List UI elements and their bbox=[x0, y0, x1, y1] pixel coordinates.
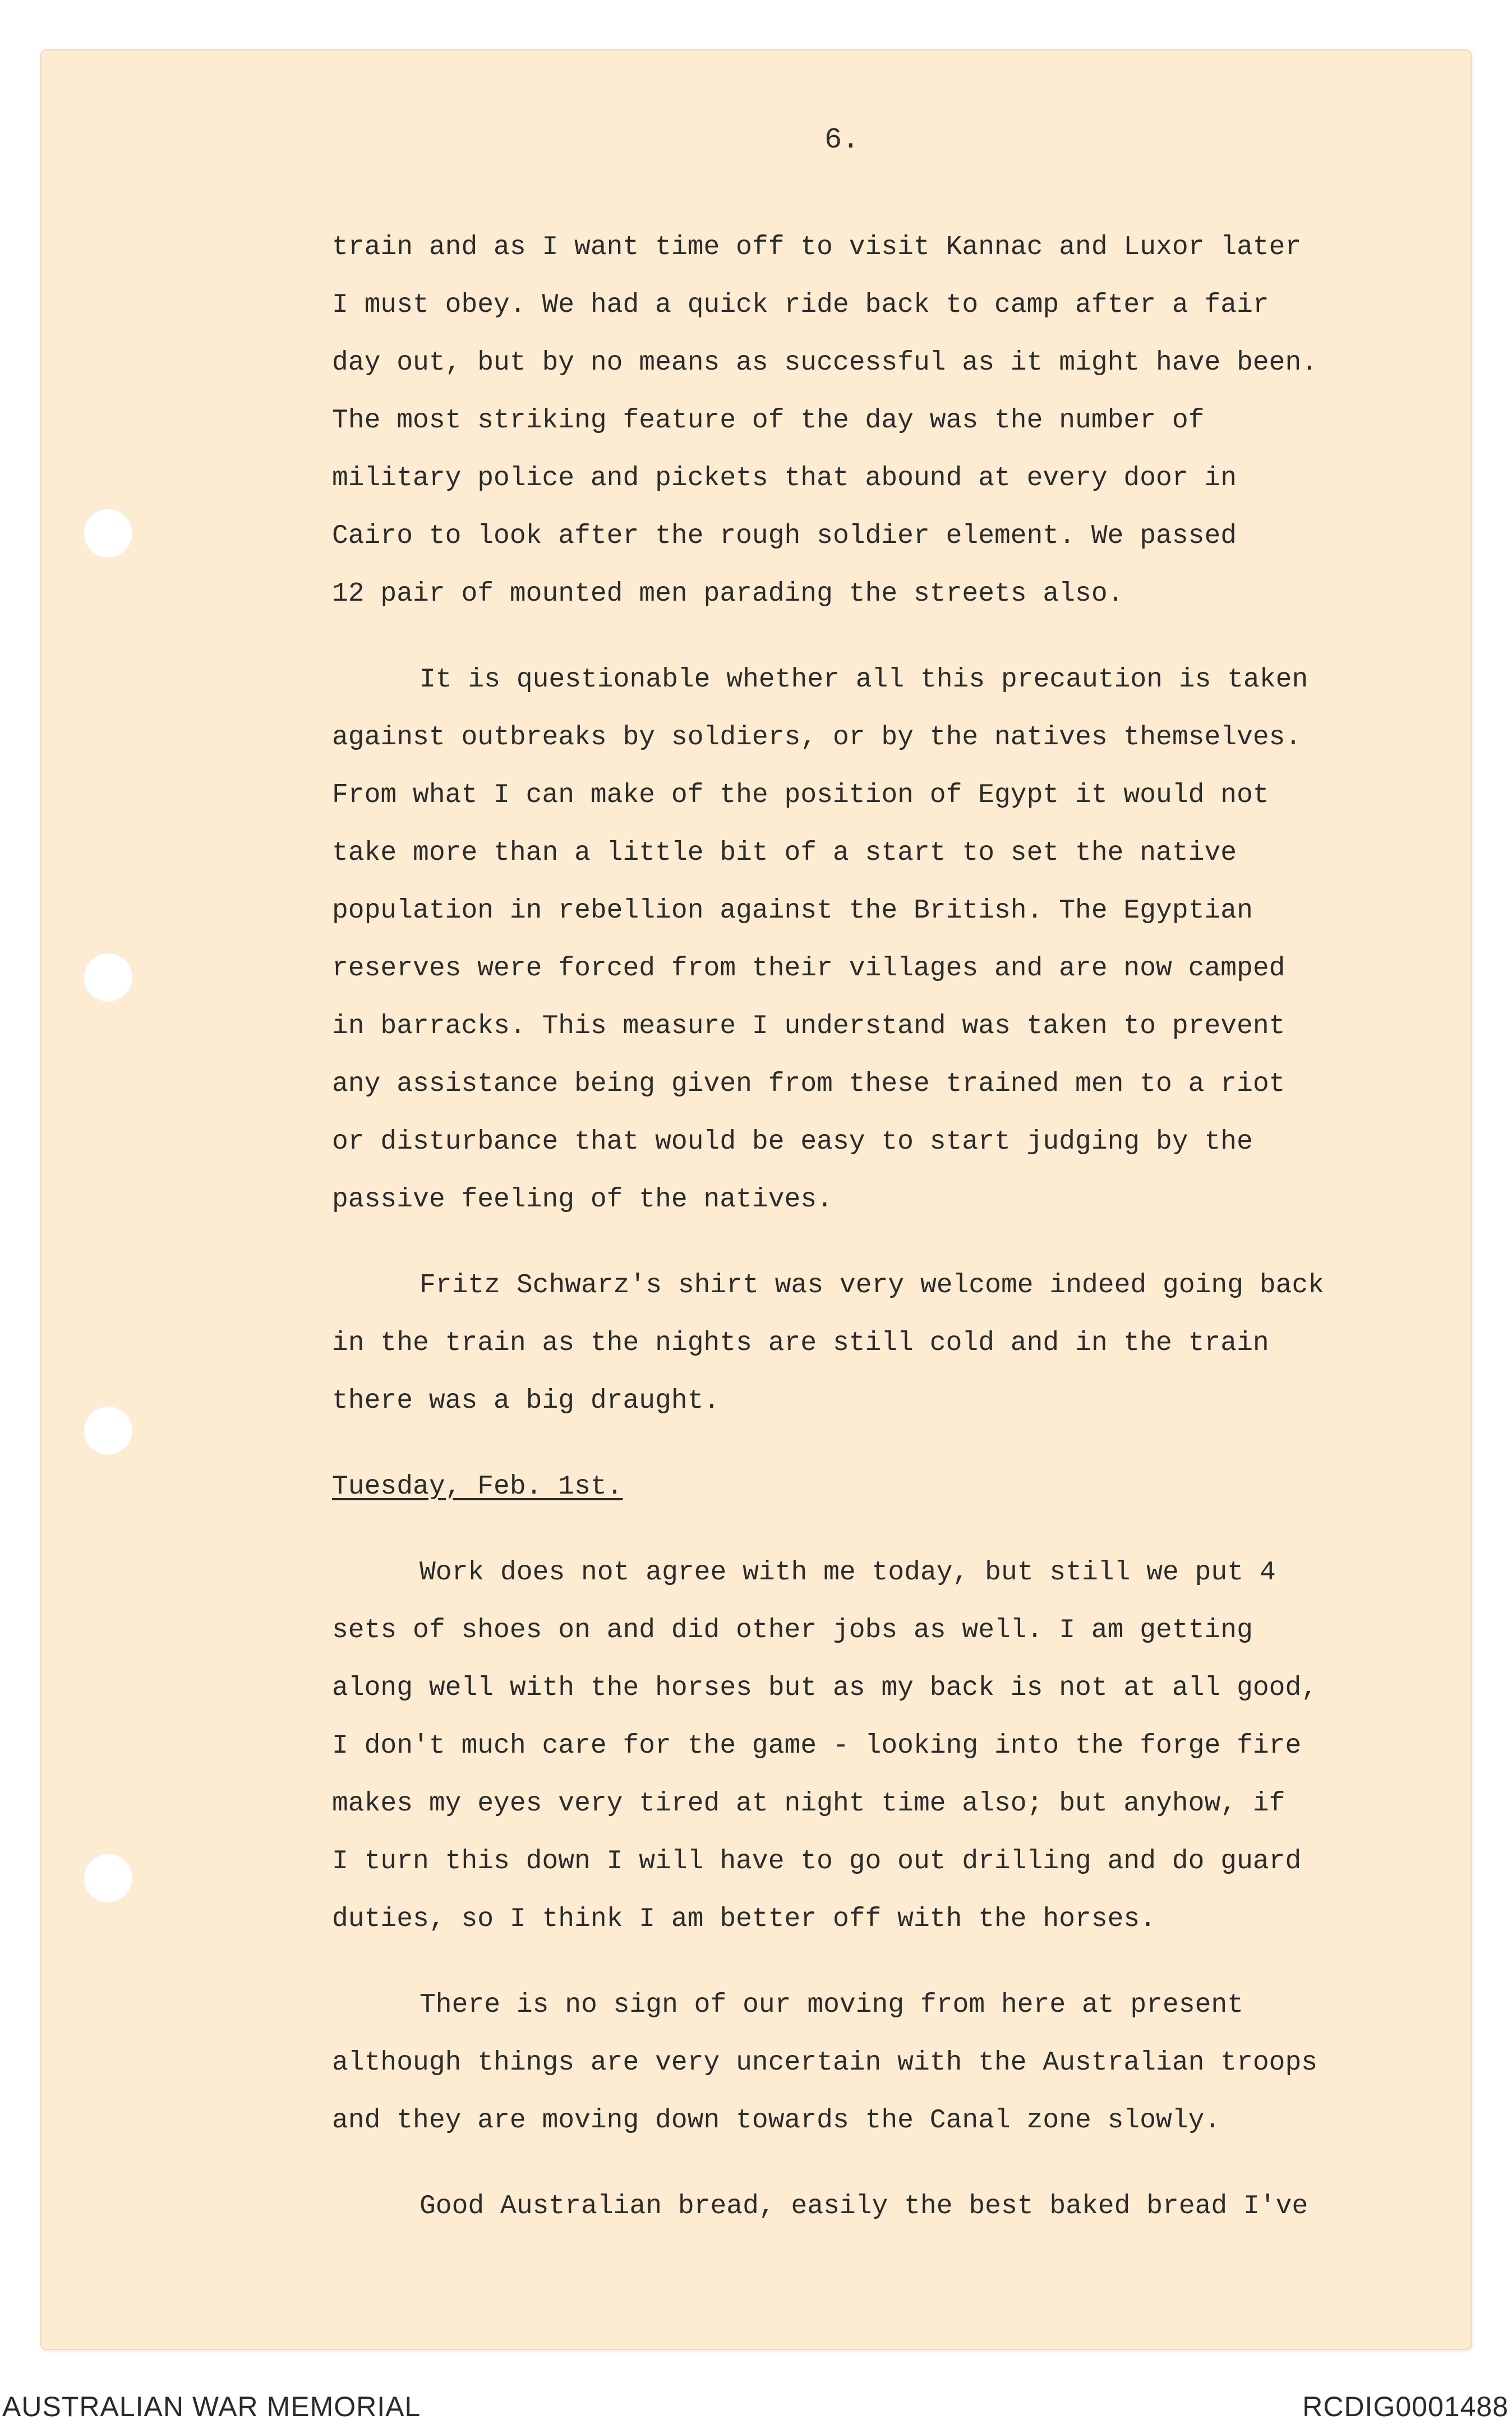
paragraph: Work does not agree with me today, but still we put 4 sets of shoes on and did other jobs as well. I am getting along well with the horses but as my back is not at all good, I don't much care for the game - looking into the forge fire makes my eyes very tired at night time also; but anyhow, if I turn this down I will have to go out drilling and do guard duties, so I think I am better off with the horses. bbox=[332, 1558, 1318, 1934]
footer-record-id: RCDIG0001488 bbox=[1302, 2391, 1509, 2422]
punch-hole bbox=[83, 1406, 132, 1455]
paragraph: train and as I want time off to visit Kannac and Luxor later I must obey. We had a quick ride back to camp after a fair day out, but by no means as successful as it might have been. The most striking feature of the day was the number of military police and pickets that abound at every door in Cairo to look after the rough soldier element. We passed 12 pair of mounted men parading the streets also. bbox=[332, 232, 1318, 609]
typed-text-body bbox=[332, 219, 1445, 2236]
footer-institution: AUSTRALIAN WAR MEMORIAL bbox=[2, 2391, 421, 2422]
paragraph: Good Australian bread, easily the best baked bread I've bbox=[420, 2191, 1308, 2222]
page-number: 6. bbox=[824, 123, 860, 156]
punch-hole bbox=[83, 1853, 132, 1902]
paragraph: Fritz Schwarz's shirt was very welcome indeed going back in the train as the nights are still cold and in the train there was a big draught. bbox=[332, 1270, 1325, 1416]
punch-hole bbox=[83, 508, 132, 557]
punch-hole bbox=[83, 952, 132, 1002]
paragraph: It is questionable whether all this precaution is taken against outbreaks by soldiers, or by the natives themselves. From what I can make of the position of Egypt it would not take more than a little bit of a start to set the native population in rebellion against the British. The Egyptian reserves were forced from their villages and are now camped in barracks. This measure I understand was taken to prevent any assistance being given from these trained men to a riot or disturbance that would be easy to start judging by the passive feeling of the natives. bbox=[332, 665, 1308, 1215]
paragraph: There is no sign of our moving from here at present although things are very uncertain with the Australian troops and they are moving down towards the Canal zone slowly. bbox=[332, 1990, 1318, 2136]
date-heading: Tuesday, Feb. 1st. bbox=[332, 1472, 623, 1502]
